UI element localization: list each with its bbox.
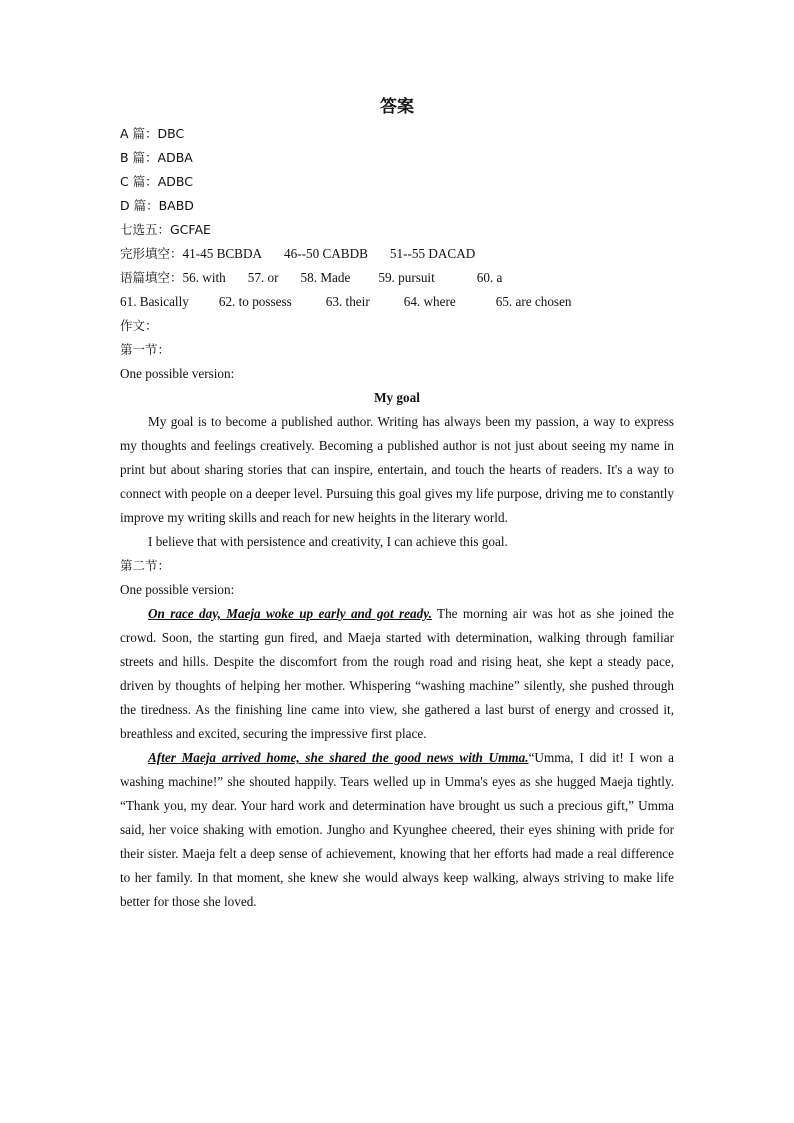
section-2-label: 第二节：: [120, 558, 171, 573]
answer-sheet: [120, 92, 674, 914]
cloze-group-2: 46--50 CABDB: [284, 246, 368, 261]
grammar-item: 63. their: [325, 294, 370, 309]
grammar-item: 58. Made: [300, 270, 351, 285]
answer-cloze: [120, 242, 674, 266]
answer-b: B 篇：ADBA: [120, 150, 193, 165]
cloze-group-3: 51--55 DACAD: [389, 246, 476, 261]
section-1-version: One possible version:: [120, 366, 235, 381]
grammar-item: 57. or: [247, 270, 279, 285]
essay-paragraph-2: I believe that with persistence and creativity, I can achieve this goal.: [148, 534, 508, 549]
grammar-item: 65. are chosen: [495, 294, 572, 309]
grammar-item: 62. to possess: [218, 294, 292, 309]
story-paragraph-2: [120, 746, 674, 914]
grammar-item: 56. with: [182, 270, 226, 285]
grammar-item: 59. pursuit: [378, 270, 435, 285]
story-paragraph-1: [120, 602, 674, 746]
answer-d: D 篇：BABD: [120, 198, 194, 213]
section-1-label: 第一节：: [120, 342, 171, 357]
page-title: 答案: [380, 97, 414, 117]
grammar-item: 64. where: [403, 294, 456, 309]
story-paragraph-2-body: “Umma, I did it! I won a washing machine!” she shouted happily. Tears welled up in Umma's eyes as she hugged Maeja tightly. “Thank you, my dear. Your hard work and determination have brought us such a precious gift,” Umma said, her voice shaking with emotion. Jungho and Kyunghee cheered, their eyes shining with pride for their sister. Maeja felt a deep sense of achievement, knowing that her efforts had made a real difference to her family. In that moment, she knew she would always keep walking, always striving to make life better for those she loved.: [120, 750, 674, 909]
story-paragraph-2-lead: After Maeja arrived home, she shared the good news with Umma.: [148, 750, 529, 765]
essay-paragraph-1: My goal is to become a published author. Writing has always been my passion, a way to express my thoughts and feelings creatively. Becoming a published author is not just about seeing my name in print but about sharing stories that can inspire, entertain, and touch the hearts of readers. It's a way to connect with people on a deeper level. Pursuing this goal gives my life purpose, driving me to constantly improve my writing skills and reach for new heights in the literary world.: [120, 414, 674, 525]
writing-label: 作文：: [120, 318, 158, 333]
section-2-version: One possible version:: [120, 582, 235, 597]
grammar-item: 61. Basically: [120, 294, 189, 309]
cloze-group-1: 41-45 BCBDA: [182, 246, 263, 261]
grammar-label: 语篇填空：: [120, 270, 183, 285]
story-paragraph-1-body: The morning air was hot as she joined the crowd. Soon, the starting gun fired, and Maeja started with determination, walking through familiar streets and hills. Despite the discomfort from the rough road and rising heat, she kept a steady pace, driven by thoughts of helping her mother. Whispering “washing machine” silently, she pushed through the tiredness. As the finishing line came into view, she gathered a last burst of energy and crossed it, breathless and excited, securing the impressive first place.: [120, 606, 674, 741]
answer-a: A 篇：DBC: [120, 126, 185, 141]
answer-seven-choose-five: 七选五：GCFAE: [120, 222, 211, 237]
grammar-item: 60. a: [476, 270, 503, 285]
essay-title: My goal: [374, 390, 420, 405]
cloze-label: 完形填空：: [120, 246, 183, 261]
story-paragraph-1-lead: On race day, Maeja woke up early and got ready.: [148, 606, 432, 621]
answer-grammar-row-2: [120, 290, 674, 314]
answer-grammar-row-1: [120, 266, 674, 290]
answer-c: C 篇：ADBC: [120, 174, 193, 189]
